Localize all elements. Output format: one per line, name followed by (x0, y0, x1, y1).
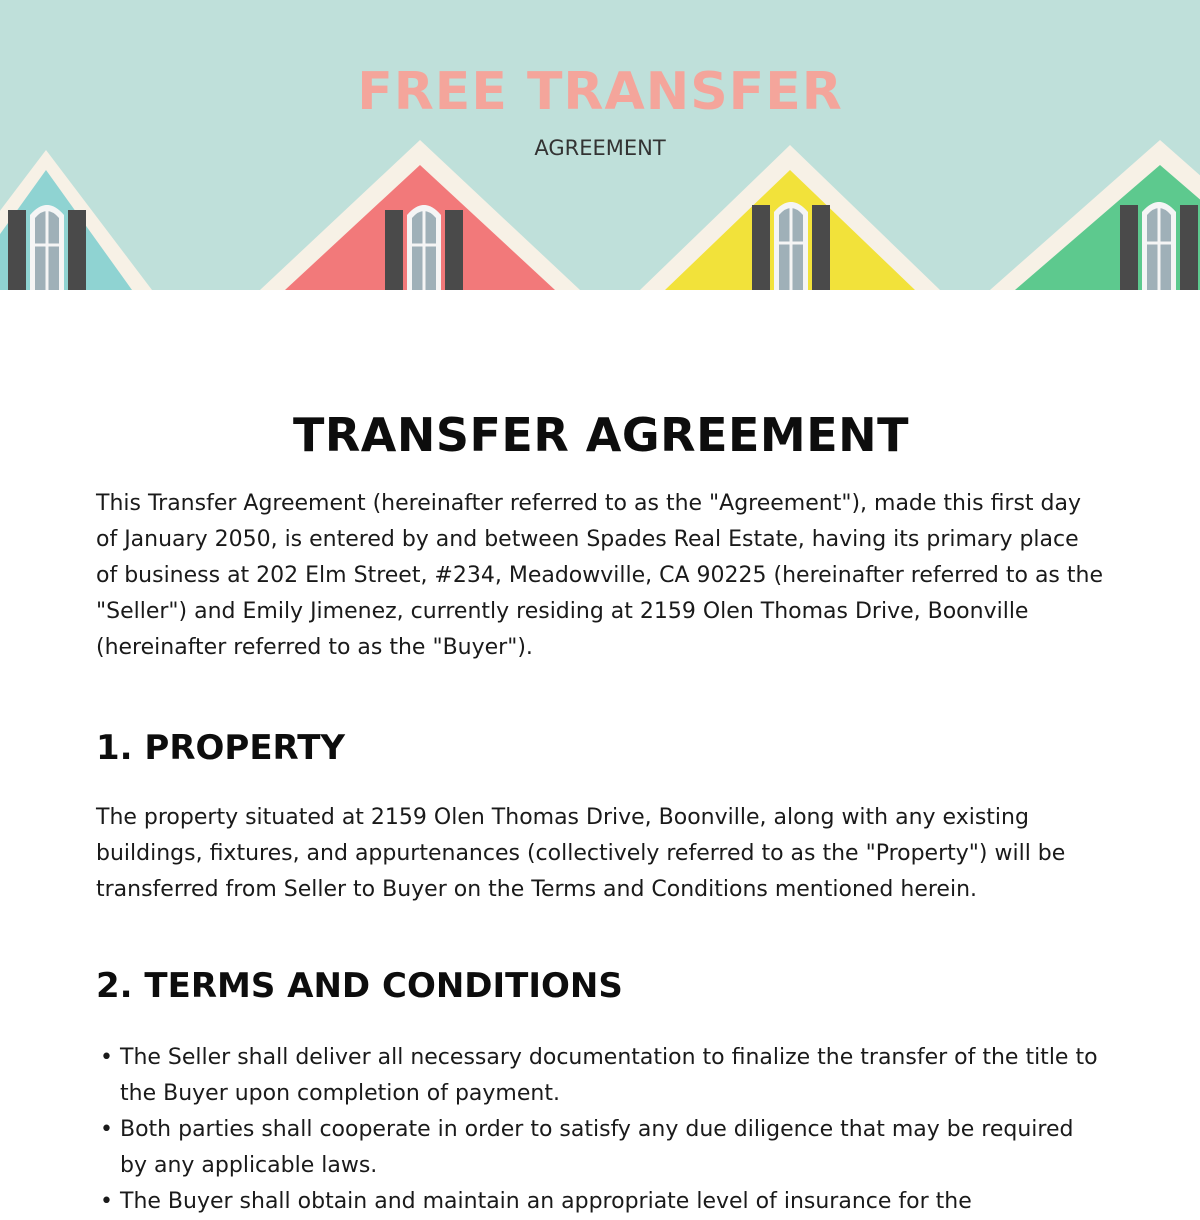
document-title: TRANSFER AGREEMENT (292, 408, 909, 462)
bullet-icon: • (100, 1117, 113, 1142)
house-blue (0, 150, 152, 290)
bullet-icon: • (100, 1045, 113, 1070)
list-item-text: The Seller shall deliver all necessary documentation to finalize the transfer of the title to the Buyer upon completion of payment. (120, 1045, 1098, 1106)
list-item (96, 1112, 1106, 1184)
list-item-text: The Buyer shall obtain and maintain an appropriate level of insurance for the (120, 1189, 972, 1214)
bullet-icon: • (100, 1189, 113, 1214)
document-body (96, 408, 1106, 1220)
list-item-text: Both parties shall cooperate in order to satisfy any due diligence that may be required by any applicable laws. (120, 1117, 1074, 1178)
banner-title: FREE TRANSFER (357, 62, 843, 122)
intro-paragraph: This Transfer Agreement (hereinafter referred to as the "Agreement"), made this first day of January 2050, is entered by and between Spades Real Estate, having its primary place of business at 202 Elm Street, #234, Meadowville, CA 90225 (hereinafter referred to as the "Seller") and Emily Jimenez, currently residing at 2159 Olen Thomas Drive, Boonville (hereinafter referred to as the "Buyer"). (96, 491, 1103, 660)
banner-subtitle: AGREEMENT (534, 136, 666, 160)
section-heading-property: 1. PROPERTY (96, 728, 346, 768)
property-paragraph: The property situated at 2159 Olen Thomas Drive, Boonville, along with any existing buildings, fixtures, and appurtenances (collectively referred to as the "Property") will be transferred from Seller to Buyer on the Terms and Conditions mentioned herein. (96, 805, 1066, 902)
terms-list (96, 1040, 1106, 1220)
house-red (260, 140, 580, 290)
section-heading-terms: 2. TERMS AND CONDITIONS (96, 966, 623, 1006)
header-banner (0, 0, 1200, 290)
list-item (96, 1184, 1106, 1220)
list-item (96, 1040, 1106, 1112)
house-green (990, 140, 1200, 290)
house-yellow (640, 145, 940, 290)
